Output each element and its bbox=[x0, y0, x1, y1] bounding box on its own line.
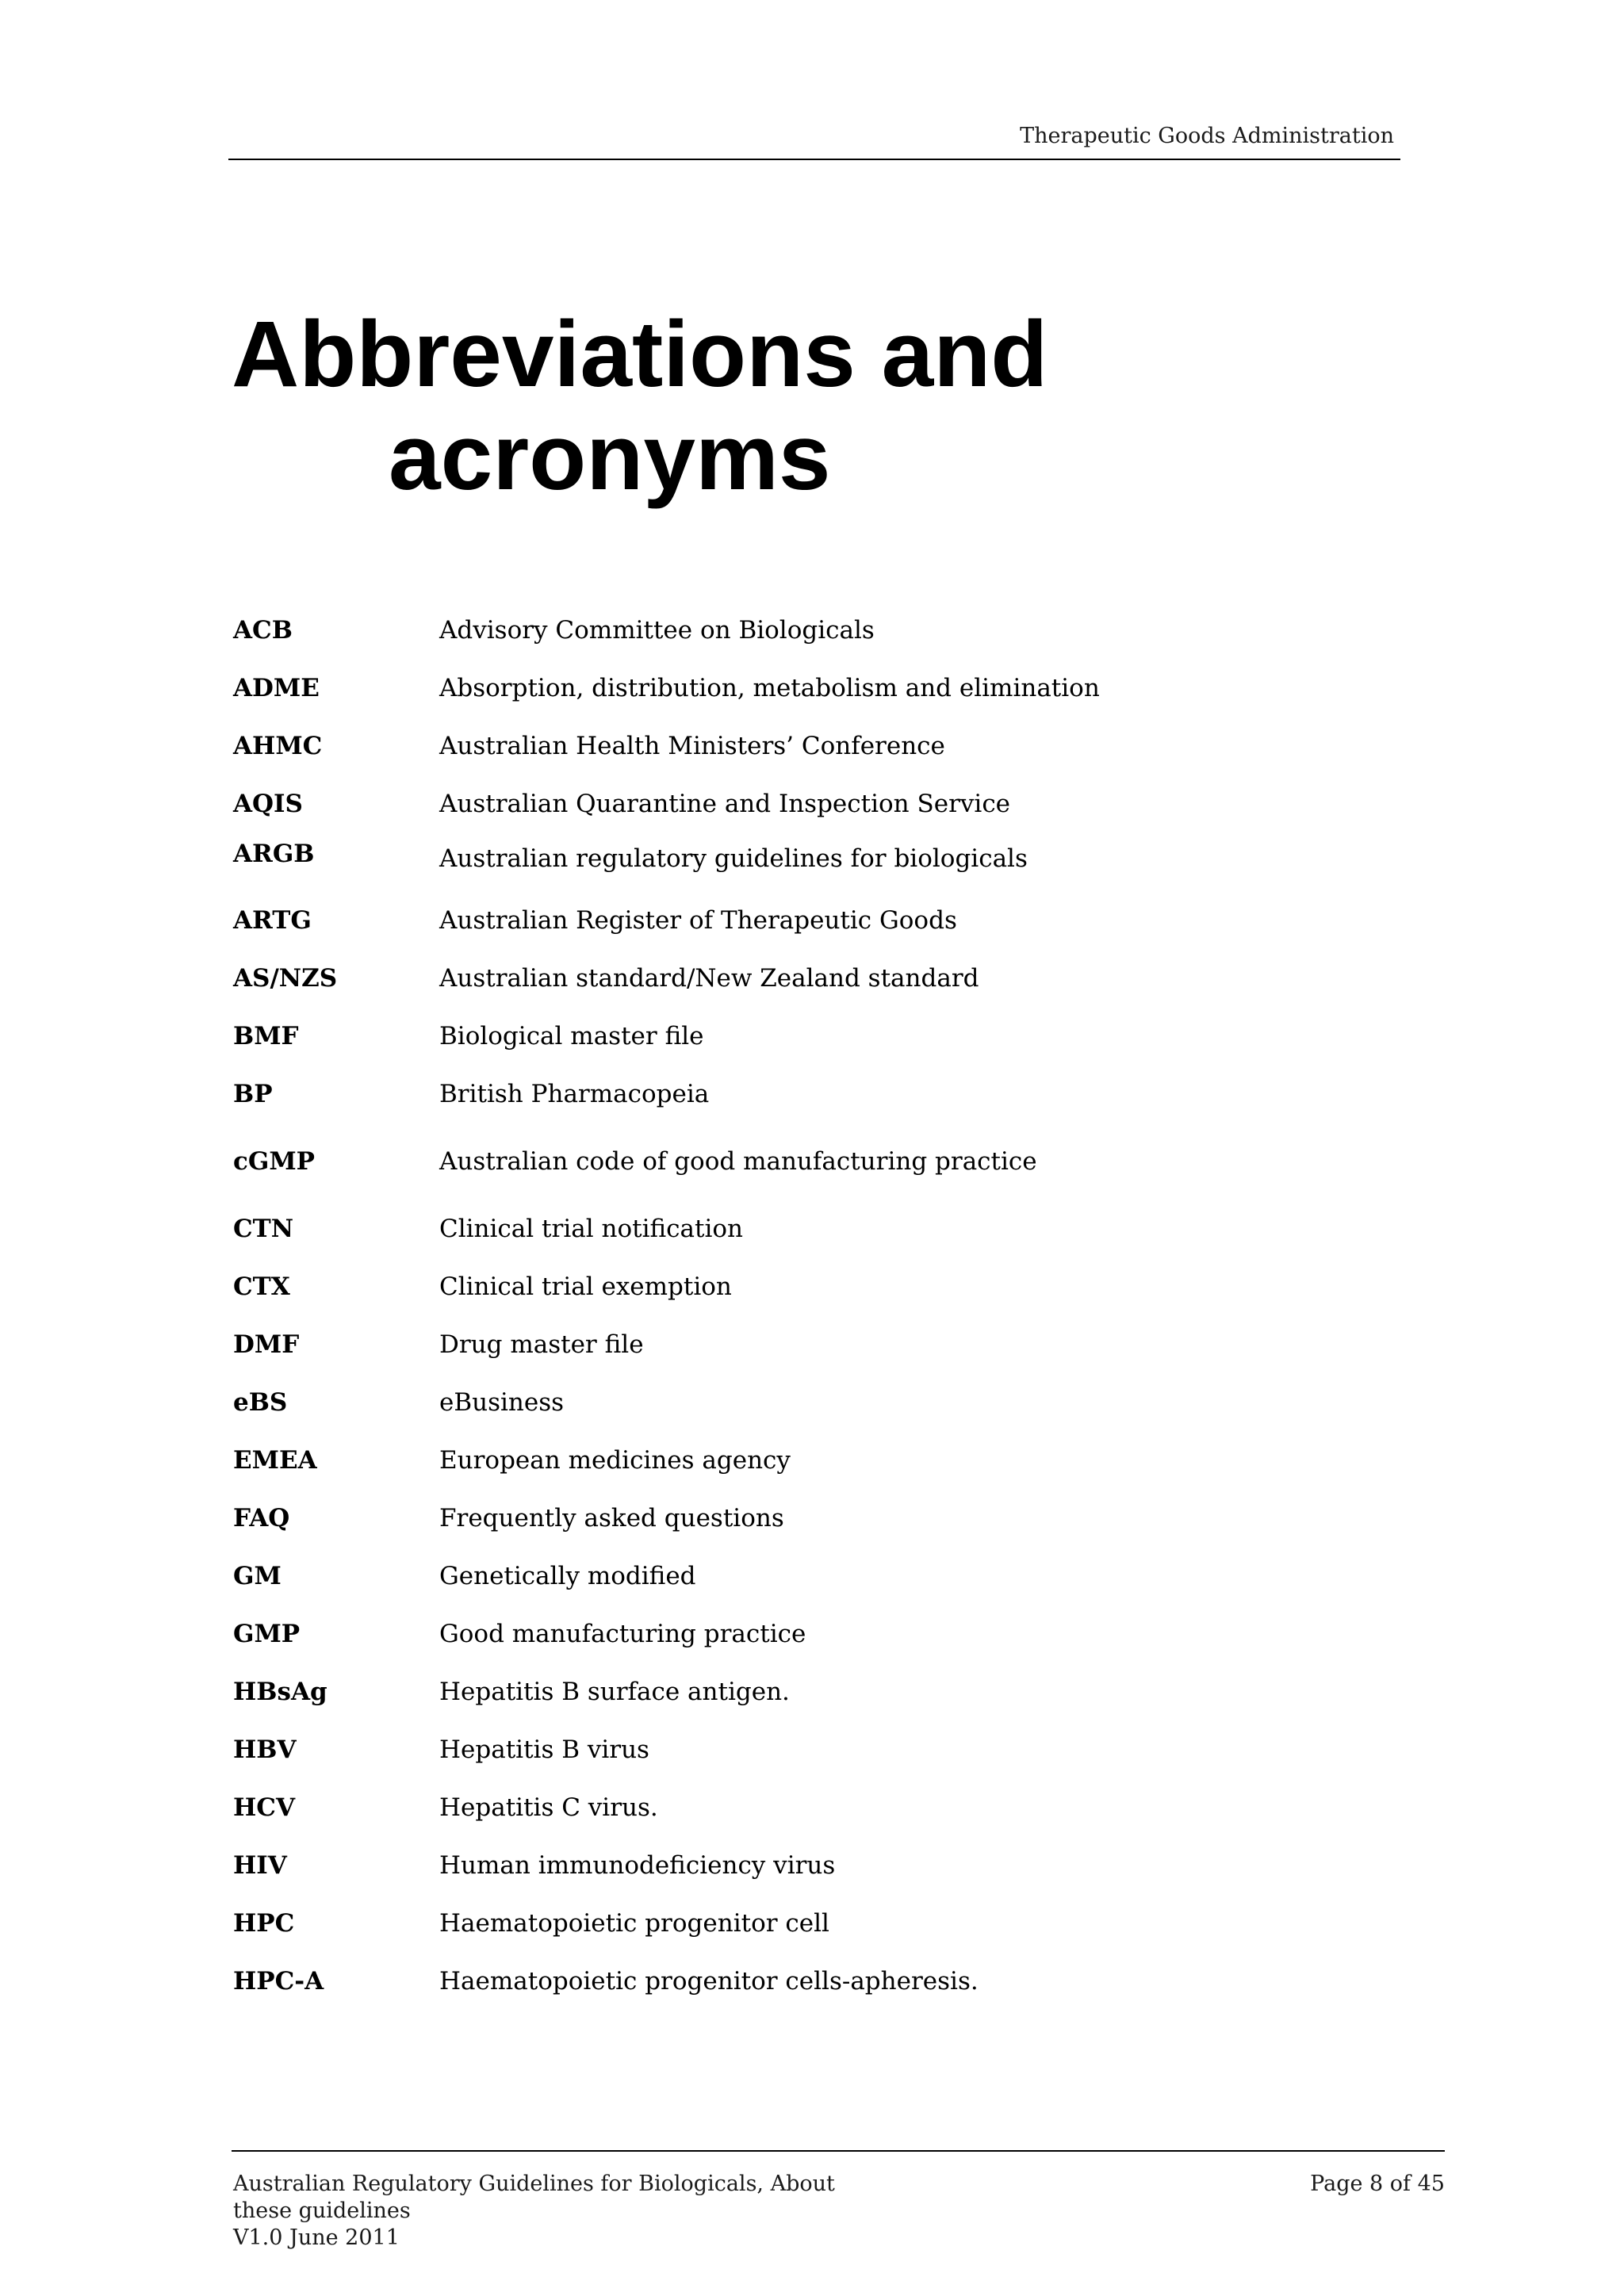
abbreviation-definition: eBusiness bbox=[439, 1388, 565, 1417]
abbreviation-row bbox=[233, 1961, 1343, 2001]
footer-document-info bbox=[233, 2171, 947, 2252]
page-number: Page 8 of 45 bbox=[1310, 2172, 1445, 2196]
abbreviation-term: BP bbox=[233, 1080, 273, 1108]
abbreviation-definition: Australian regulatory guidelines for biologicals bbox=[439, 844, 1028, 873]
page-title bbox=[232, 303, 1183, 509]
abbreviation-row bbox=[233, 1672, 1343, 1712]
abbreviation-definition: Clinical trial exemption bbox=[439, 1272, 732, 1301]
page-title-line-2: acronyms bbox=[389, 405, 831, 510]
abbreviation-term: GM bbox=[233, 1562, 282, 1590]
abbreviation-definition: Biological master file bbox=[439, 1022, 704, 1050]
abbreviation-term: HPC-A bbox=[233, 1967, 324, 1996]
abbreviation-definition: Haematopoietic progenitor cell bbox=[439, 1909, 829, 1938]
abbreviation-term: DMF bbox=[233, 1330, 300, 1359]
abbreviation-row bbox=[233, 1209, 1343, 1249]
abbreviation-definition: Australian code of good manufacturing practice bbox=[439, 1147, 1037, 1176]
abbreviation-term: CTX bbox=[233, 1272, 290, 1301]
abbreviation-definition: European medicines agency bbox=[439, 1446, 791, 1475]
abbreviation-row bbox=[233, 1498, 1343, 1538]
abbreviation-term: ARGB bbox=[233, 840, 315, 868]
abbreviation-definition: Hepatitis B surface antigen. bbox=[439, 1678, 790, 1706]
abbreviation-row bbox=[233, 1383, 1343, 1422]
abbreviation-row bbox=[233, 1730, 1343, 1770]
abbreviation-row bbox=[233, 1441, 1343, 1480]
abbreviation-row bbox=[233, 1556, 1343, 1596]
abbreviation-row bbox=[233, 726, 1343, 766]
abbreviation-row bbox=[233, 901, 1343, 940]
abbreviation-term: ADME bbox=[233, 674, 320, 702]
abbreviation-row bbox=[233, 1074, 1343, 1114]
abbreviation-row bbox=[233, 1788, 1343, 1827]
abbreviation-definition: Australian Register of Therapeutic Goods bbox=[439, 906, 957, 935]
abbreviation-term: EMEA bbox=[233, 1446, 317, 1475]
header-divider bbox=[228, 159, 1400, 160]
abbreviation-term: HCV bbox=[233, 1793, 296, 1822]
abbreviation-definition: Frequently asked questions bbox=[439, 1504, 784, 1533]
abbreviation-term: HPC bbox=[233, 1909, 295, 1938]
abbreviation-term: BMF bbox=[233, 1022, 299, 1050]
abbreviation-term: AS/NZS bbox=[233, 964, 338, 993]
abbreviation-definition: Clinical trial notification bbox=[439, 1215, 744, 1243]
abbreviation-definition: Human immunodeficiency virus bbox=[439, 1851, 836, 1880]
abbreviation-term: AHMC bbox=[233, 732, 323, 760]
abbreviation-term: ARTG bbox=[233, 906, 312, 935]
abbreviation-term: HIV bbox=[233, 1851, 287, 1880]
abbreviation-definition: Australian standard/New Zealand standard bbox=[439, 964, 979, 993]
abbreviation-row bbox=[233, 839, 1343, 878]
footer-version: V1.0 June 2011 bbox=[233, 2225, 400, 2250]
abbreviation-term: HBsAg bbox=[233, 1678, 327, 1706]
abbreviation-row bbox=[233, 784, 1343, 824]
abbreviation-row bbox=[233, 1325, 1343, 1364]
abbreviation-definition: Hepatitis C virus. bbox=[439, 1793, 658, 1822]
footer-document-title: Australian Regulatory Guidelines for Biologicals, About these guidelines bbox=[233, 2172, 835, 2223]
abbreviation-definition: Good manufacturing practice bbox=[439, 1620, 806, 1648]
abbreviation-row bbox=[233, 1267, 1343, 1307]
abbreviation-row bbox=[233, 1142, 1343, 1181]
abbreviation-row bbox=[233, 1904, 1343, 1943]
abbreviation-definition: British Pharmacopeia bbox=[439, 1080, 710, 1108]
abbreviation-term: HBV bbox=[233, 1735, 297, 1764]
abbreviation-term: cGMP bbox=[233, 1147, 315, 1176]
abbreviation-definition: Australian Quarantine and Inspection Service bbox=[439, 790, 1011, 818]
abbreviation-definition: Absorption, distribution, metabolism and elimination bbox=[439, 674, 1100, 702]
abbreviation-definition: Genetically modified bbox=[439, 1562, 696, 1590]
abbreviation-term: eBS bbox=[233, 1388, 288, 1417]
abbreviation-row bbox=[233, 1614, 1343, 1654]
abbreviation-definition: Australian Health Ministers’ Conference bbox=[439, 732, 945, 760]
abbreviation-definition: Advisory Committee on Biologicals bbox=[439, 616, 875, 645]
footer-divider bbox=[232, 2150, 1445, 2152]
abbreviation-term: CTN bbox=[233, 1215, 294, 1243]
abbreviation-row bbox=[233, 1846, 1343, 1885]
abbreviation-row bbox=[233, 668, 1343, 708]
abbreviation-row bbox=[233, 610, 1343, 650]
abbreviation-term: AQIS bbox=[233, 790, 303, 818]
abbreviation-definition: Hepatitis B virus bbox=[439, 1735, 649, 1764]
page-title-line-1: Abbreviations and bbox=[232, 302, 1048, 407]
abbreviation-term: ACB bbox=[233, 616, 293, 645]
abbreviation-row bbox=[233, 1016, 1343, 1056]
abbreviation-term: FAQ bbox=[233, 1504, 290, 1533]
abbreviation-term: GMP bbox=[233, 1620, 301, 1648]
running-header: Therapeutic Goods Administration bbox=[1020, 124, 1394, 148]
abbreviation-row bbox=[233, 959, 1343, 998]
abbreviation-definition: Drug master file bbox=[439, 1330, 644, 1359]
abbreviation-definition: Haematopoietic progenitor cells-apheresis. bbox=[439, 1967, 979, 1996]
